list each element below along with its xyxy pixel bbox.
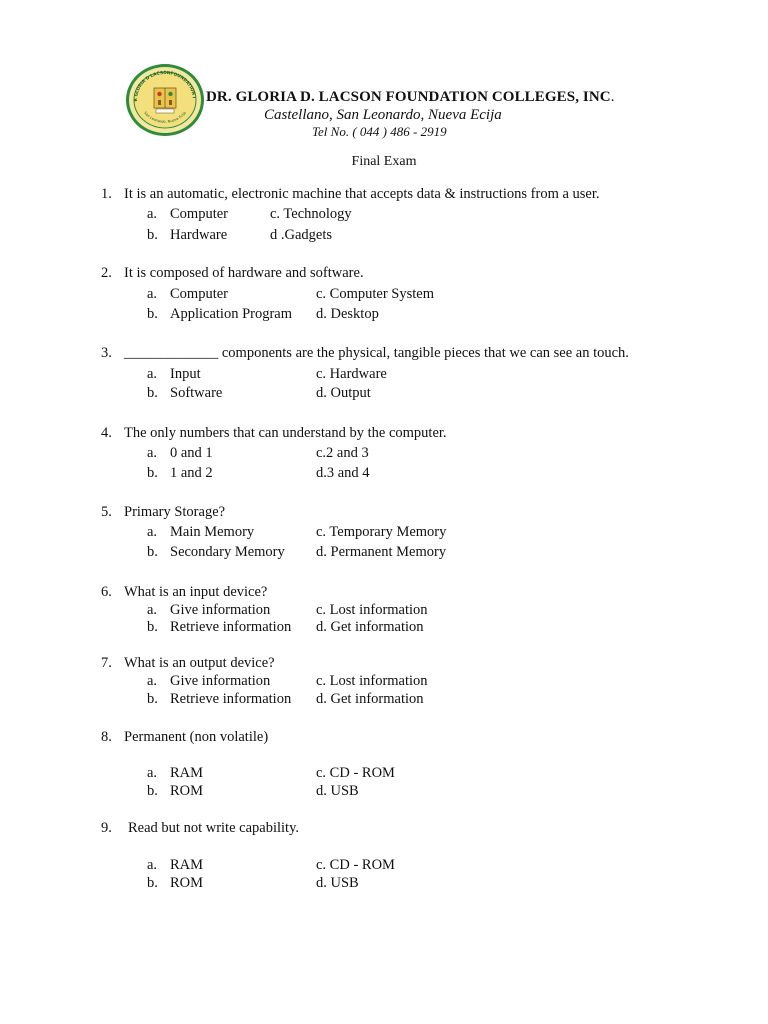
option-b: Software — [170, 385, 223, 401]
option-c: c. CD - ROM — [316, 765, 395, 781]
option-a: RAM — [170, 857, 204, 873]
option-a: Input — [170, 366, 201, 382]
option-c: c.2 and 3 — [316, 445, 369, 461]
option-letter: a. — [147, 765, 158, 781]
option-letter: a. — [147, 673, 158, 689]
option-d: d. Get information — [316, 691, 424, 707]
question-text: Read but not write capability. — [128, 820, 299, 836]
option-b: Retrieve information — [170, 619, 292, 635]
option-d: d .Gadgets — [270, 227, 333, 243]
question-number: 4. — [101, 425, 112, 441]
option-c: c. Lost information — [316, 602, 428, 618]
school-logo — [125, 63, 205, 137]
option-c: c. Hardware — [316, 366, 387, 382]
question-number: 1. — [101, 186, 112, 202]
option-b: 1 and 2 — [170, 465, 213, 481]
question-number: 6. — [101, 584, 112, 600]
option-d: d. USB — [316, 875, 359, 891]
option-letter: b. — [147, 544, 158, 560]
option-letter: b. — [147, 691, 158, 707]
option-d: d. USB — [316, 783, 359, 799]
option-letter: b. — [147, 465, 158, 481]
option-c: c. Technology — [270, 206, 352, 222]
option-b: ROM — [170, 783, 204, 799]
option-c: c. Temporary Memory — [316, 524, 447, 540]
option-letter: a. — [147, 445, 158, 461]
option-b: Retrieve information — [170, 691, 292, 707]
option-c: c. Computer System — [316, 286, 435, 302]
option-a: Give information — [170, 673, 271, 689]
option-letter: a. — [147, 524, 158, 540]
question-text: It is an automatic, electronic machine that accepts data & instructions from a user. — [124, 186, 600, 202]
option-b: Application Program — [170, 306, 293, 322]
exam-title: Final Exam — [351, 154, 417, 169]
option-a: Computer — [170, 206, 228, 222]
option-b: Secondary Memory — [170, 544, 285, 560]
option-letter: a. — [147, 857, 158, 873]
question-text: What is an output device? — [124, 655, 275, 671]
option-b: Hardware — [170, 227, 228, 243]
option-letter: a. — [147, 206, 158, 222]
question-text: The only numbers that can understand by the computer. — [124, 425, 447, 441]
question-text: What is an input device? — [124, 584, 268, 600]
option-a: Computer — [170, 286, 228, 302]
option-letter: a. — [147, 602, 158, 618]
option-a: 0 and 1 — [170, 445, 213, 461]
question-number: 7. — [101, 655, 112, 671]
logo-text-bottom: San Leonardo, Nueva Ecija — [143, 110, 187, 124]
question-text: _____________ components are the physical, tangible pieces that we can see an touch. — [124, 345, 629, 361]
question-text: It is composed of hardware and software. — [124, 265, 364, 281]
option-letter: b. — [147, 619, 158, 635]
option-letter: a. — [147, 286, 158, 302]
school-address: Castellano, San Leonardo, Nueva Ecija — [264, 107, 502, 123]
option-letter: b. — [147, 875, 158, 891]
school-name-dot: . — [610, 89, 615, 105]
option-b: ROM — [170, 875, 204, 891]
question-number: 5. — [101, 504, 112, 520]
option-a: RAM — [170, 765, 204, 781]
option-d: d.3 and 4 — [316, 465, 370, 481]
question-number: 8. — [101, 729, 112, 745]
school-name — [206, 89, 615, 106]
option-d: d. Output — [316, 385, 371, 401]
option-c: c. CD - ROM — [316, 857, 395, 873]
option-d: d. Permanent Memory — [316, 544, 447, 560]
question-number: 9. — [101, 820, 112, 836]
option-letter: a. — [147, 366, 158, 382]
logo-text-top: R GLORIA D LACSONFOUNDATION I — [133, 70, 196, 102]
school-telephone: Tel No. ( 044 ) 486 - 2919 — [312, 124, 447, 139]
option-letter: b. — [147, 306, 158, 322]
question-text: Permanent (non volatile) — [124, 729, 269, 745]
option-letter: b. — [147, 783, 158, 799]
question-text: Primary Storage? — [124, 504, 226, 520]
option-letter: b. — [147, 227, 158, 243]
option-a: Main Memory — [170, 524, 255, 540]
option-a: Give information — [170, 602, 271, 618]
question-number: 3. — [101, 345, 112, 361]
option-c: c. Lost information — [316, 673, 428, 689]
school-name-text: DR. GLORIA D. LACSON FOUNDATION COLLEGES, INC — [206, 89, 611, 105]
question-number: 2. — [101, 265, 112, 281]
option-letter: b. — [147, 385, 158, 401]
option-d: d. Get information — [316, 619, 424, 635]
option-d: d. Desktop — [316, 306, 379, 322]
